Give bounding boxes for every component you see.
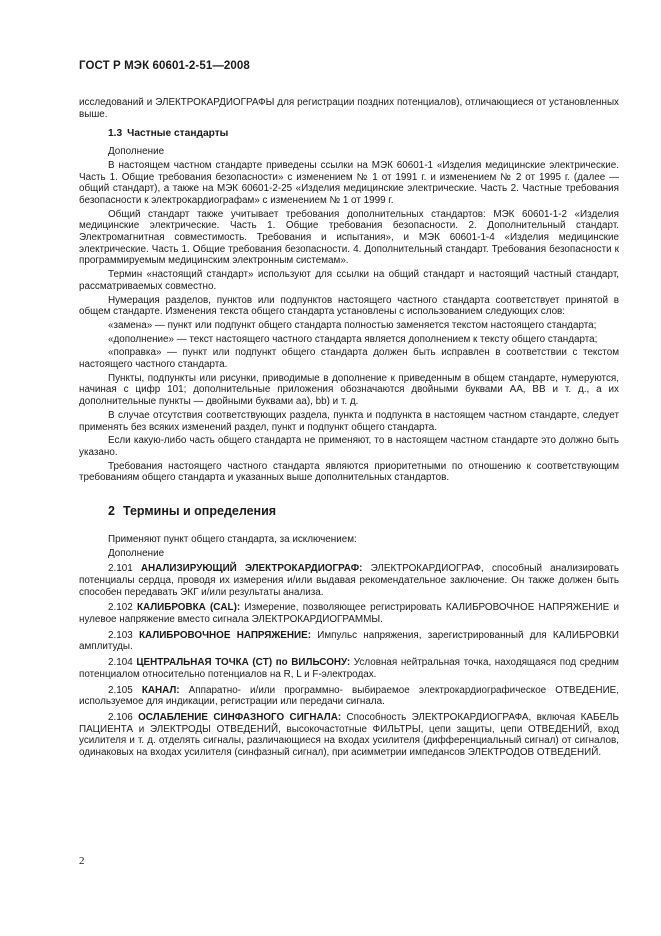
- paragraph: В случае отсутствия соответствующих раздела, пункта и подпункта в настоящем частном стандарте, следует применять без всяких изменений раздел, пункт и подпункт общего стандарта.: [79, 409, 619, 433]
- paragraph: Если какую-либо часть общего стандарта не применяют, то в настоящем частном стандарте это должно быть указано.: [79, 435, 619, 458]
- term-text: Условная нейтральная точка, находящаяся под средним потенциалом относительно потенциалов на R, L и F-электродах.: [79, 657, 619, 680]
- section-title: Термины и определения: [122, 504, 277, 519]
- running-header: ГОСТ Р МЭК 60601-2-51—2008: [79, 60, 250, 72]
- term-text: Аппаратно- и/или программно- выбираемое электрокардиографическое ОТВЕДЕНИЕ, используемое для индикации, регистрации или передачи сигнала.: [79, 684, 619, 708]
- page-number: 2: [79, 855, 85, 867]
- paragraph: Пункты, подпункты или рисунки, приводимые в дополнение к приведенным в общем стандарте, нумеруются, начиная с цифр 101; дополнительные приложения обозначаются двойными буквами АА, ВВ и т. д., а их дополнительные пункты — двойными буквами аа), bb) и т. д.: [79, 372, 619, 408]
- addition-label: Дополнение: [108, 146, 165, 158]
- paragraph: Термин «настоящий стандарт» используют для ссылки на общий стандарт и настоящий частный стандарт, рассматриваемых совместно.: [79, 269, 619, 292]
- term-text: Способность ЭЛЕКТРОКАРДИОГРАФА, включая КАБЕЛЬ ПАЦИЕНТА и ЭЛЕКТРОДЫ ОТВЕДЕНИЙ, высокочастотные ФИЛЬТРЫ, цепи защиты, цепи ОТВЕДЕНИЙ, вход усилителя и т. д. отделять сигналы, различающиеся на входах усилителя (дифференциальный сигнал) от сигналов, одинаковых на входах усилителя (синфазный сигнал), при асимметрии импедансов ЭЛЕКТРОДОВ ОТВЕДЕНИЙ.: [79, 711, 619, 759]
- term-text: Импульс напряжения, зарегистрированный для КАЛИБРОВКИ амплитуды.: [79, 629, 619, 653]
- term-definition: [79, 563, 619, 598]
- addition-label: Дополнение: [108, 547, 165, 559]
- section-heading-2: [79, 506, 619, 518]
- paragraph: «замена» — пункт или подпункт общего стандарта полностью заменяется текстом настоящего стандарта;: [108, 319, 597, 331]
- term-number: 2.101: [108, 563, 133, 575]
- term-text: Измерение, позволяющее регистрировать КАЛИБРОВОЧНОЕ НАПРЯЖЕНИЕ и нулевое напряжение вместо сигнала ЭЛЕКТРОКАРДИОГРАММЫ.: [79, 602, 619, 626]
- subsection-number: 1.3: [108, 128, 123, 140]
- document-body: [79, 97, 619, 761]
- paragraph: Требования настоящего частного стандарта являются приоритетными по отношению к соответствующим требованиям общего стандарта и указанных выше дополнительных стандартов.: [79, 460, 619, 484]
- term-name: КАЛИБРОВКА (CAL):: [136, 602, 241, 614]
- term-number: 2.106: [108, 711, 133, 723]
- paragraph: Применяют пункт общего стандарта, за исключением:: [108, 533, 357, 545]
- term-name: ОСЛАБЛЕНИЕ СИНФАЗНОГО СИГНАЛА:: [138, 711, 342, 723]
- paragraph: «дополнение» — текст настоящего частного стандарта является дополнением к тексту общего стандарта;: [108, 333, 598, 345]
- term-number: 2.105: [108, 684, 133, 696]
- term-number: 2.102: [108, 602, 133, 614]
- term-number: 2.104: [108, 657, 133, 669]
- term-definition: [79, 630, 619, 653]
- paragraph: Нумерация разделов, пунктов или подпунктов настоящего частного стандарта соответствует принятой в общем стандарте. Изменения текста общего стандарта установлены с использованием следующих слов:: [79, 294, 619, 318]
- term-name: КАНАЛ:: [141, 684, 180, 696]
- term-name: КАЛИБРОВОЧНОЕ НАПРЯЖЕНИЕ:: [138, 629, 311, 641]
- term-definition: [79, 657, 619, 680]
- paragraph: В настоящем частном стандарте приведены ссылки на МЭК 60601-1 «Изделия медицинские электрические. Часть 1. Общие требования безопасности» с изменением № 1 от 1991 г. и изменением № 2 от 1995 г. (далее — общий стандарт), а также на МЭК 60601-2-25 «Изделия медицинские электрические. Часть 2. Частные требования безопасности к электрокардиографам» с изменением № 1 от 1999 г.: [79, 159, 619, 206]
- subsection-heading-1-3: [79, 128, 619, 140]
- term-definition: [79, 712, 619, 759]
- term-definition: [79, 685, 619, 708]
- term-definition: [79, 602, 619, 625]
- term-text: ЭЛЕКТРОКАРДИОГРАФ, способный анализировать потенциалы сердца, проводя их измерения и/или выдавая рекомендательное заключение. Он также должен быть способен передавать ЭКГ и/или результаты анализа.: [79, 563, 620, 598]
- paragraph: Общий стандарт также учитывает требования дополнительных стандартов: МЭК 60601-1-2 «Изделия медицинские электрические. Часть 1. Общие требования безопасности. 2. Дополнительный стандарт. Электромагнитная совместимость. Требования и испытания», и МЭК 60601-1-4 «Изделия медицинские электрические. Часть 1. Общие требования безопасности. 4. Дополнительный стандарт. Требования безопасности к программируемым медицинским электронным системам».: [79, 208, 619, 267]
- term-number: 2.103: [108, 629, 133, 641]
- intro-paragraph: исследований и ЭЛЕКТРОКАРДИОГРАФЫ для регистрации поздних потенциалов), отличающиеся от установленных выше.: [79, 97, 619, 120]
- term-name: ЦЕНТРАЛЬНАЯ ТОЧКА (CT) по ВИЛЬСОНУ:: [136, 657, 351, 669]
- term-name: АНАЛИЗИРУЮЩИЙ ЭЛЕКТРОКАРДИОГРАФ:: [140, 563, 363, 575]
- section-number: 2: [108, 504, 115, 519]
- subsection-title: Частные стандарты: [127, 128, 229, 140]
- paragraph: «поправка» — пункт или подпункт общего стандарта должен быть исправлен в соответствии с текстом настоящего частного стандарта.: [79, 347, 619, 371]
